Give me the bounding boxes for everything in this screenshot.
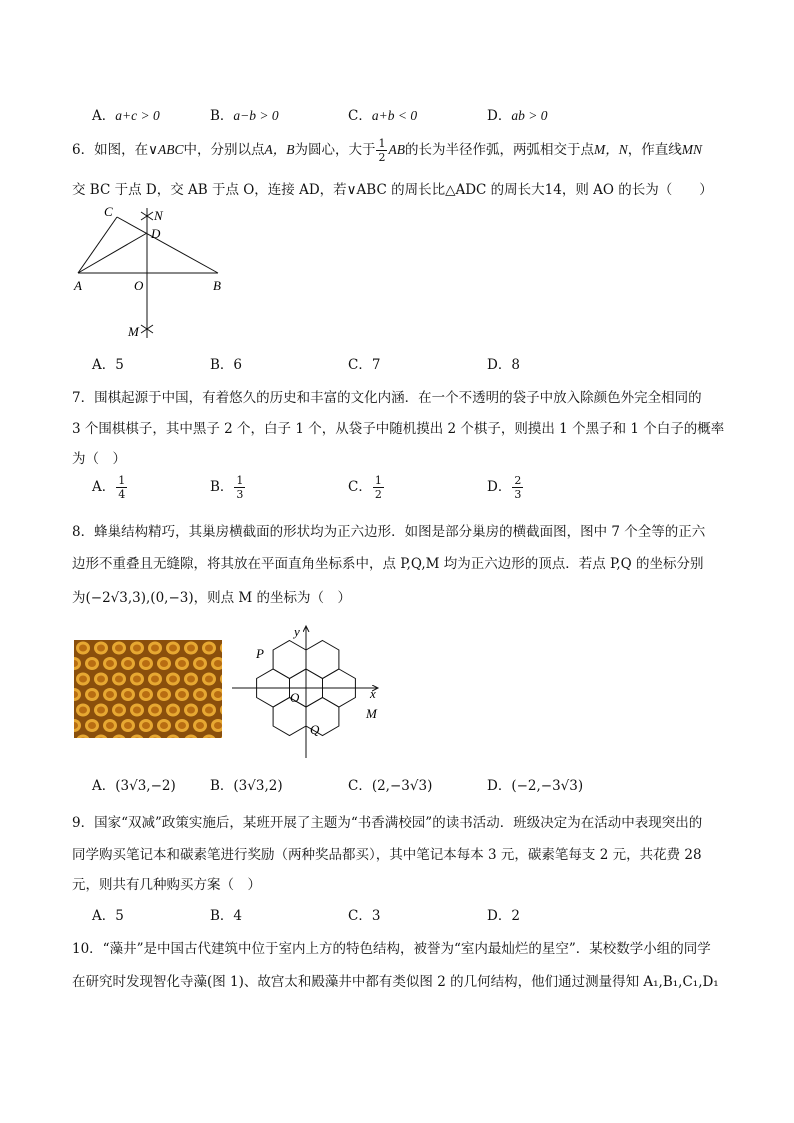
q8-option-c: C．(2,−3√3) — [348, 778, 433, 794]
label-o: O — [290, 690, 300, 705]
q5-option-b: B．a−b > 0 — [210, 108, 279, 124]
q7-option-c: C． $\frac{1}{2}$ — [348, 474, 382, 501]
label-q: Q — [310, 722, 320, 737]
hexagon-1 — [273, 641, 306, 679]
q9-line-3: 元，则共有几种购买方案（ ） — [72, 877, 261, 893]
honeycomb-photo — [74, 640, 222, 738]
label-a: A — [74, 278, 82, 293]
q5-option-c: C．a+b < 0 — [348, 108, 418, 124]
q7-option-b: B． $\frac{1}{3}$ — [210, 474, 244, 501]
hexagon-2 — [306, 641, 339, 679]
q8-option-b: B．(3√3,2) — [210, 778, 283, 794]
q6-fraction: $\frac{1}{2}$ — [378, 137, 386, 164]
q7-line-2: 3 个围棋棋子，其中黑子 2 个，白子 1 个，从袋子中随机摸出 2 个棋子，则摸出 1 个黑子和 1 个白子的概率 — [72, 421, 725, 437]
q10-line-1: 10．“藻井”是中国古代建筑中位于室内上方的特色结构，被誉为“室内最灿烂的星空”．某校数学小组的同学 — [72, 941, 711, 957]
q8-option-a: A．(3√3,−2) — [92, 778, 176, 794]
q6-triangle-figure — [70, 200, 240, 345]
q6-line-2: 交 BC 于点 D，交 AB 于点 O，连接 AD，若∨ABC 的周长比△ADC 的周长大14，则 AO 的长为（ ） — [72, 182, 713, 198]
label-y: y — [294, 624, 300, 639]
q5-option-a: A．a+c > 0 — [92, 108, 160, 124]
q9-line-2: 同学购买笔记本和碳素笔进行奖励（两种奖品都买），其中笔记本每本 3 元，碳素笔每支 2 元，共花费 28 — [72, 847, 702, 863]
q6-option-b: B．6 — [210, 357, 243, 373]
q5-option-d: D．ab > 0 — [487, 108, 548, 124]
label-x: x — [370, 686, 376, 701]
segment-ad — [78, 233, 147, 273]
q7-line-3: 为（ ） — [72, 451, 126, 467]
label-n: N — [154, 208, 163, 223]
q10-line-2: 在研究时发现智化寺藻(图 1)、故宫太和殿藻井中都有类似图 2 的几何结构，他们通过测量得知 A₁,B₁,C₁,D₁ — [72, 974, 719, 990]
q7-line-1: 7．围棋起源于中国，有着悠久的历史和丰富的文化内涵．在一个不透明的袋子中放入除颜色外完全相同的 — [72, 390, 702, 406]
label-d: D — [151, 226, 161, 241]
label-c: C — [104, 204, 113, 219]
q6-option-c: C．7 — [348, 357, 381, 373]
q9-option-c: C．3 — [348, 908, 381, 924]
q8-line-3: 为(−2√3,3),(0,−3)，则点 M 的坐标为（ ） — [72, 590, 352, 606]
q8-line-2: 边形不重叠且无缝隙，将其放在平面直角坐标系中，点 P,Q,M 均为正六边形的顶点．若点 P,Q 的坐标分别 — [72, 556, 704, 572]
q6-option-a: A．5 — [92, 357, 124, 373]
q9-option-d: D．2 — [487, 908, 520, 924]
q8-hexagon-figure — [230, 622, 390, 762]
q6-option-d: D．8 — [487, 357, 520, 373]
q6-line-1: 6．如图，在∨ABC中，分别以点A，B为圆心，大于 $\frac{1}{2}$ AB的长为半径作弧，两弧相交于点M，N，作直线MN — [72, 137, 702, 164]
label-m: M — [128, 324, 139, 339]
segment-cb — [117, 217, 218, 273]
label-o: O — [134, 278, 144, 293]
q9-option-a: A．5 — [92, 908, 124, 924]
q8-line-1: 8．蜂巢结构精巧，其巢房横截面的形状均为正六边形．如图是部分巢房的横截面图，图中 7 个全等的正六 — [72, 524, 706, 540]
q9-option-b: B．4 — [210, 908, 243, 924]
label-m: M — [366, 706, 377, 721]
q8-option-d: D．(−2,−3√3) — [487, 778, 584, 794]
q7-option-a: A． $\frac{1}{4}$ — [92, 474, 126, 501]
label-b: B — [213, 278, 221, 293]
label-p: P — [256, 646, 264, 661]
segment-ac — [78, 217, 117, 273]
q7-option-d: D． $\frac{2}{3}$ — [487, 474, 522, 501]
q9-line-1: 9．国家“双减”政策实施后，某班开展了主题为“书香满校园”的读书活动．班级决定为在活动中表现突出的 — [72, 815, 703, 831]
